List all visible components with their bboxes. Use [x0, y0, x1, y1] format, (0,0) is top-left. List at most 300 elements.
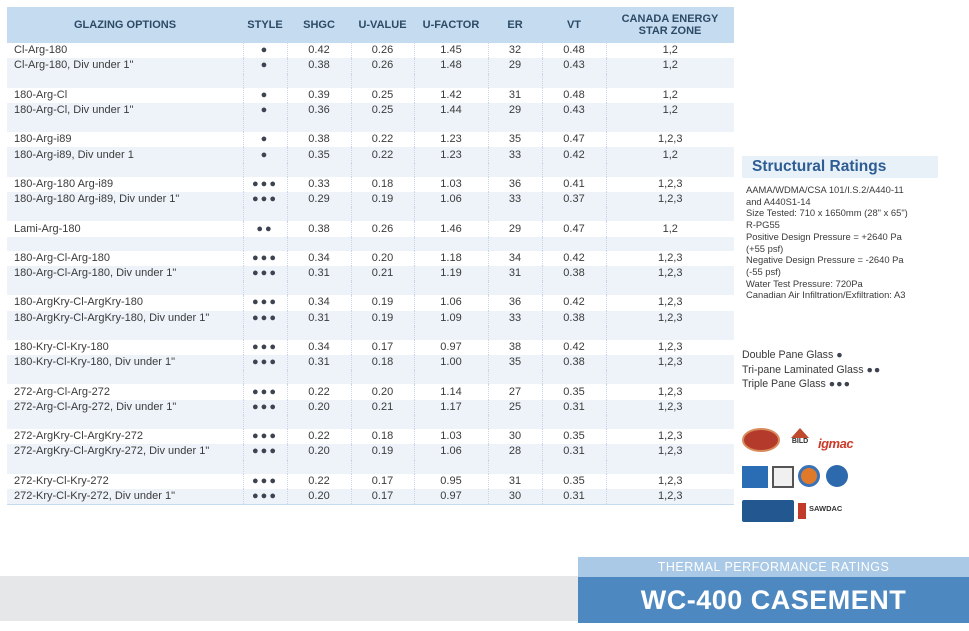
spacer-cell — [7, 415, 243, 429]
shgc-cell: 0.22 — [287, 429, 351, 444]
u-factor-cell: 1.44 — [414, 103, 488, 118]
u-factor-cell: 1.23 — [414, 147, 488, 162]
table-row — [7, 221, 734, 236]
zone-cell: 1,2,3 — [606, 295, 734, 310]
spacer-cell — [488, 281, 542, 295]
zone-cell: 1,2 — [606, 147, 734, 162]
vt-cell: 0.35 — [542, 384, 606, 399]
shgc-cell: 0.42 — [287, 43, 351, 58]
footer-subtitle: THERMAL PERFORMANCE RATINGS — [578, 557, 969, 577]
spacer-cell — [414, 237, 488, 251]
spacer-cell — [243, 118, 287, 132]
vt-cell: 0.31 — [542, 489, 606, 505]
glazing-name-cell: 180-Arg-Cl — [14, 88, 68, 101]
zone-cell: 1,2 — [606, 103, 734, 118]
spacer-cell — [243, 163, 287, 177]
zone-cell: 1,2,3 — [606, 192, 734, 207]
style-cell: ●●● — [243, 295, 287, 310]
group-spacer-row — [7, 281, 734, 295]
zone-cell: 1,2,3 — [606, 355, 734, 370]
vt-cell: 0.48 — [542, 88, 606, 103]
spacer-cell — [488, 118, 542, 132]
spacer-cell — [7, 163, 243, 177]
sawdac-logo — [798, 500, 844, 522]
structural-rating-line: Water Test Pressure: 720Pa — [746, 277, 863, 289]
structural-rating-line: Size Tested: 710 x 1650mm (28" x 65") — [746, 207, 908, 219]
spacer-cell — [606, 74, 734, 88]
vt-cell: 0.38 — [542, 355, 606, 370]
col-header-u-value: U-VALUE — [351, 7, 414, 43]
spacer-cell — [414, 326, 488, 340]
spacer-cell — [414, 207, 488, 221]
vt-cell: 0.41 — [542, 177, 606, 192]
spacer-cell — [243, 237, 287, 251]
table-row — [7, 251, 734, 266]
zone-cell: 1,2,3 — [606, 251, 734, 266]
shgc-cell: 0.38 — [287, 58, 351, 73]
u-factor-cell: 1.45 — [414, 43, 488, 58]
er-cell: 31 — [488, 474, 542, 489]
er-cell: 33 — [488, 311, 542, 326]
glazing-name-cell: 180-ArgKry-Cl-ArgKry-180, Div under 1" — [7, 311, 243, 326]
table-row — [7, 384, 734, 399]
spacer-cell — [243, 415, 287, 429]
u-value-cell: 0.18 — [351, 355, 414, 370]
er-cell: 30 — [488, 429, 542, 444]
glazing-name-cell: 180-Kry-Cl-Kry-180, Div under 1" — [7, 355, 243, 370]
legend-item — [742, 377, 881, 392]
circular-badge-logo — [798, 465, 820, 487]
vt-cell: 0.42 — [542, 147, 606, 162]
u-value-cell: 0.19 — [351, 311, 414, 326]
er-cell: 33 — [488, 192, 542, 207]
spacer-cell — [414, 281, 488, 295]
style-cell: ●●● — [243, 311, 287, 326]
table-row — [7, 266, 734, 281]
spacer-cell — [488, 415, 542, 429]
spacer-cell — [414, 118, 488, 132]
style-cell: ●●● — [243, 444, 287, 459]
style-cell: ●●● — [243, 192, 287, 207]
style-cell: ●●● — [243, 177, 287, 192]
u-factor-cell: 1.23 — [414, 132, 488, 147]
vt-cell: 0.42 — [542, 340, 606, 355]
spacer-cell — [351, 118, 414, 132]
shgc-cell: 0.36 — [287, 103, 351, 118]
zone-cell: 1,2,3 — [606, 132, 734, 147]
window-association-logo — [742, 500, 794, 522]
glazing-name-cell: Lami-Arg-180 — [14, 222, 81, 235]
spacer-cell — [542, 326, 606, 340]
table-row — [7, 177, 734, 192]
zone-cell: 1,2,3 — [606, 311, 734, 326]
u-factor-cell: 0.97 — [414, 489, 488, 505]
spacer-cell — [606, 415, 734, 429]
zone-cell: 1,2 — [606, 88, 734, 103]
sawdac-logo-text: SAWDAC — [809, 504, 843, 513]
er-cell: 35 — [488, 355, 542, 370]
vt-cell: 0.48 — [542, 43, 606, 58]
zone-cell: 1,2,3 — [606, 177, 734, 192]
vt-cell: 0.43 — [542, 103, 606, 118]
glazing-name-cell: 180-Arg-Cl, Div under 1" — [7, 103, 243, 118]
table-row — [7, 132, 734, 147]
spacer-cell — [243, 281, 287, 295]
vt-cell: 0.38 — [542, 311, 606, 326]
structural-rating-line: R-PG55 — [746, 219, 780, 231]
er-cell: 27 — [488, 384, 542, 399]
glazing-name-cell: 180-Arg-i89, Div under 1 — [7, 147, 243, 162]
glazing-name-cell: 272-ArgKry-Cl-ArgKry-272 — [14, 430, 143, 443]
spacer-cell — [606, 118, 734, 132]
er-cell: 38 — [488, 340, 542, 355]
u-factor-cell: 1.06 — [414, 192, 488, 207]
style-cell: ●●● — [243, 474, 287, 489]
shgc-cell: 0.39 — [287, 88, 351, 103]
spacer-cell — [542, 74, 606, 88]
table-row — [7, 489, 734, 505]
style-cell: ● — [243, 132, 287, 147]
csa-logo — [826, 465, 848, 487]
spacer-cell — [488, 163, 542, 177]
spacer-cell — [7, 281, 243, 295]
u-value-cell: 0.17 — [351, 474, 414, 489]
zone-cell: 1,2,3 — [606, 266, 734, 281]
vt-cell: 0.31 — [542, 400, 606, 415]
group-spacer-row — [7, 415, 734, 429]
table-row — [7, 400, 734, 415]
spacer-cell — [243, 370, 287, 384]
glass-type-legend — [742, 348, 881, 392]
glazing-name-cell: 272-Arg-Cl-Arg-272, Div under 1" — [7, 400, 243, 415]
bild-logo — [788, 428, 812, 454]
u-value-cell: 0.20 — [351, 251, 414, 266]
table-row — [7, 355, 734, 370]
structural-rating-line: Positive Design Pressure = +2640 Pa — [746, 230, 902, 242]
u-value-cell: 0.19 — [351, 295, 414, 310]
shgc-cell: 0.33 — [287, 177, 351, 192]
table-row — [7, 43, 734, 58]
structural-ratings-text — [746, 184, 968, 301]
u-value-cell: 0.18 — [351, 429, 414, 444]
vt-cell: 0.31 — [542, 444, 606, 459]
col-header-vt: VT — [542, 7, 606, 43]
vt-cell: 0.43 — [542, 58, 606, 73]
spacer-cell — [351, 326, 414, 340]
u-factor-cell: 1.06 — [414, 295, 488, 310]
shgc-cell: 0.29 — [287, 192, 351, 207]
spacer-cell — [606, 207, 734, 221]
group-spacer-row — [7, 163, 734, 177]
spacer-cell — [414, 370, 488, 384]
spacer-cell — [287, 163, 351, 177]
er-cell: 28 — [488, 444, 542, 459]
spacer-cell — [606, 326, 734, 340]
zone-cell: 1,2,3 — [606, 340, 734, 355]
style-cell: ●●● — [243, 340, 287, 355]
u-factor-cell: 1.00 — [414, 355, 488, 370]
group-spacer-row — [7, 326, 734, 340]
spacer-cell — [243, 460, 287, 474]
u-factor-cell: 1.42 — [414, 88, 488, 103]
spacer-cell — [542, 370, 606, 384]
er-cell: 36 — [488, 295, 542, 310]
u-factor-cell: 0.97 — [414, 340, 488, 355]
pane-dots-icon: ●●● — [828, 378, 851, 390]
col-header-shgc: SHGC — [287, 7, 351, 43]
table-row — [7, 192, 734, 207]
col-header-u-factor: U-FACTOR — [414, 7, 488, 43]
legend-label: Double Pane Glass — [742, 349, 834, 361]
spacer-cell — [542, 281, 606, 295]
shgc-cell: 0.20 — [287, 489, 351, 505]
spacer-cell — [606, 281, 734, 295]
table-header-row — [7, 7, 734, 43]
shgc-cell: 0.34 — [287, 295, 351, 310]
spacer-cell — [488, 74, 542, 88]
legend-item — [742, 363, 881, 378]
sawdac-mark-icon — [798, 503, 806, 519]
style-cell: ●●● — [243, 355, 287, 370]
legend-label: Triple Pane Glass — [742, 378, 826, 390]
zone-cell: 1,2 — [606, 221, 734, 236]
spacer-cell — [287, 118, 351, 132]
glazing-options-table — [7, 7, 734, 505]
energy-star-logo — [742, 466, 768, 488]
table-row — [7, 444, 734, 459]
spacer-cell — [542, 118, 606, 132]
zone-cell: 1,2 — [606, 58, 734, 73]
zone-cell: 1,2,3 — [606, 384, 734, 399]
glazing-name-cell: 180-ArgKry-Cl-ArgKry-180 — [14, 296, 143, 309]
glazing-name-cell: 180-Arg-Cl-Arg-180, Div under 1" — [7, 266, 243, 281]
er-cell: 33 — [488, 147, 542, 162]
col-header-glazing-options: GLAZING OPTIONS — [7, 7, 243, 43]
shgc-cell: 0.31 — [287, 266, 351, 281]
spacer-cell — [606, 460, 734, 474]
glazing-name-cell: 180-Arg-i89 — [14, 133, 72, 146]
table-row — [7, 147, 734, 162]
group-spacer-row — [7, 207, 734, 221]
spacer-cell — [7, 207, 243, 221]
structural-rating-line: and A440S1-14 — [746, 195, 811, 207]
u-factor-cell: 1.48 — [414, 58, 488, 73]
u-value-cell: 0.20 — [351, 384, 414, 399]
u-factor-cell: 1.03 — [414, 429, 488, 444]
spacer-cell — [243, 207, 287, 221]
zone-cell: 1,2,3 — [606, 400, 734, 415]
zone-cell: 1,2,3 — [606, 489, 734, 505]
spacer-cell — [488, 460, 542, 474]
er-cell: 32 — [488, 43, 542, 58]
shgc-cell: 0.35 — [287, 147, 351, 162]
spacer-cell — [488, 207, 542, 221]
shgc-cell: 0.20 — [287, 400, 351, 415]
spacer-cell — [7, 326, 243, 340]
shgc-cell: 0.20 — [287, 444, 351, 459]
table-row — [7, 103, 734, 118]
spacer-cell — [351, 163, 414, 177]
shgc-cell: 0.34 — [287, 251, 351, 266]
u-value-cell: 0.22 — [351, 147, 414, 162]
er-cell: 34 — [488, 251, 542, 266]
spacer-cell — [287, 281, 351, 295]
glazing-name-cell: Cl-Arg-180 — [14, 44, 68, 57]
spacer-cell — [7, 237, 243, 251]
vt-cell: 0.42 — [542, 251, 606, 266]
spacer-cell — [7, 74, 243, 88]
er-cell: 29 — [488, 58, 542, 73]
shgc-cell: 0.22 — [287, 384, 351, 399]
spacer-cell — [542, 415, 606, 429]
u-factor-cell: 1.06 — [414, 444, 488, 459]
spacer-cell — [351, 207, 414, 221]
spacer-cell — [488, 237, 542, 251]
glazing-name-cell: 272-Kry-Cl-Kry-272 — [14, 474, 109, 487]
spacer-cell — [351, 281, 414, 295]
vt-cell: 0.37 — [542, 192, 606, 207]
shgc-cell: 0.38 — [287, 132, 351, 147]
spacer-cell — [606, 370, 734, 384]
spacer-cell — [287, 74, 351, 88]
spacer-cell — [287, 460, 351, 474]
style-cell: ●●● — [243, 384, 287, 399]
table-row — [7, 340, 734, 355]
group-spacer-row — [7, 237, 734, 251]
spacer-cell — [243, 326, 287, 340]
spacer-cell — [351, 74, 414, 88]
spacer-cell — [542, 163, 606, 177]
shgc-cell: 0.34 — [287, 340, 351, 355]
vt-cell: 0.42 — [542, 295, 606, 310]
spacer-cell — [542, 237, 606, 251]
glazing-name-cell: 180-Kry-Cl-Kry-180 — [14, 341, 109, 353]
u-value-cell: 0.25 — [351, 103, 414, 118]
bild-logo-text: BILD — [791, 438, 809, 445]
spacer-cell — [351, 370, 414, 384]
zone-cell: 1,2,3 — [606, 444, 734, 459]
spacer-cell — [7, 370, 243, 384]
shgc-cell: 0.31 — [287, 311, 351, 326]
er-cell: 29 — [488, 221, 542, 236]
pane-dots-icon: ● — [836, 349, 844, 361]
spacer-cell — [414, 460, 488, 474]
shgc-cell: 0.31 — [287, 355, 351, 370]
u-value-cell: 0.26 — [351, 58, 414, 73]
table-row — [7, 295, 734, 310]
zone-cell: 1,2 — [606, 43, 734, 58]
er-cell: 31 — [488, 88, 542, 103]
spacer-cell — [7, 460, 243, 474]
u-factor-cell: 1.03 — [414, 177, 488, 192]
structural-ratings-title: Structural Ratings — [742, 156, 938, 178]
u-value-cell: 0.19 — [351, 192, 414, 207]
u-value-cell: 0.26 — [351, 43, 414, 58]
col-header-style: STYLE — [243, 7, 287, 43]
legend-label: Tri-pane Laminated Glass — [742, 363, 864, 376]
spacer-cell — [488, 326, 542, 340]
u-value-cell: 0.17 — [351, 489, 414, 505]
structural-rating-line: AAMA/WDMA/CSA 101/I.S.2/A440-11 — [746, 184, 904, 195]
u-value-cell: 0.18 — [351, 177, 414, 192]
style-cell: ●●● — [243, 489, 287, 505]
col-header-er: ER — [488, 7, 542, 43]
u-factor-cell: 1.17 — [414, 400, 488, 415]
er-cell: 29 — [488, 103, 542, 118]
shgc-cell: 0.22 — [287, 474, 351, 489]
shgc-cell: 0.38 — [287, 221, 351, 236]
style-cell: ● — [243, 103, 287, 118]
table-row — [7, 474, 734, 489]
u-factor-cell: 1.09 — [414, 311, 488, 326]
vt-cell: 0.47 — [542, 221, 606, 236]
style-cell: ●●● — [243, 400, 287, 415]
group-spacer-row — [7, 74, 734, 88]
u-value-cell: 0.19 — [351, 444, 414, 459]
pane-dots-icon: ●● — [866, 363, 882, 376]
structural-rating-line: (+55 psf) — [746, 242, 784, 254]
structural-rating-line: Negative Design Pressure = -2640 Pa — [746, 254, 904, 266]
spacer-cell — [414, 415, 488, 429]
spacer-cell — [414, 74, 488, 88]
legend-item — [742, 348, 881, 363]
u-value-cell: 0.21 — [351, 266, 414, 281]
bild-roof-icon — [791, 428, 809, 438]
spacer-cell — [351, 415, 414, 429]
spacer-cell — [542, 460, 606, 474]
spacer-cell — [287, 237, 351, 251]
glazing-name-cell: 180-Arg-180 Arg-i89 — [14, 177, 114, 190]
vt-cell: 0.35 — [542, 429, 606, 444]
zone-cell: 1,2,3 — [606, 429, 734, 444]
glazing-name-cell: 272-Arg-Cl-Arg-272 — [14, 385, 110, 398]
style-cell: ● — [243, 43, 287, 58]
structural-rating-line: Canadian Air Infiltration/Exfiltration: A3 — [746, 289, 906, 301]
spacer-cell — [243, 74, 287, 88]
style-cell: ● — [243, 147, 287, 162]
spacer-cell — [287, 370, 351, 384]
spacer-cell — [287, 207, 351, 221]
spacer-cell — [351, 237, 414, 251]
style-cell: ●● — [243, 221, 287, 236]
group-spacer-row — [7, 370, 734, 384]
glazing-name-cell: 180-Arg-Cl-Arg-180 — [14, 251, 110, 264]
table-row — [7, 311, 734, 326]
er-cell: 35 — [488, 132, 542, 147]
u-factor-cell: 0.95 — [414, 474, 488, 489]
u-value-cell: 0.17 — [351, 340, 414, 355]
u-value-cell: 0.26 — [351, 221, 414, 236]
spacer-cell — [287, 326, 351, 340]
u-factor-cell: 1.18 — [414, 251, 488, 266]
style-cell: ●●● — [243, 266, 287, 281]
glazing-name-cell: 272-Kry-Cl-Kry-272, Div under 1" — [7, 489, 243, 505]
spacer-cell — [606, 237, 734, 251]
group-spacer-row — [7, 118, 734, 132]
u-factor-cell: 1.14 — [414, 384, 488, 399]
style-cell: ● — [243, 58, 287, 73]
table-row — [7, 88, 734, 103]
table-row — [7, 58, 734, 73]
vt-cell: 0.38 — [542, 266, 606, 281]
footer-product-title: WC-400 CASEMENT — [578, 577, 969, 623]
er-cell: 31 — [488, 266, 542, 281]
style-cell: ●●● — [243, 429, 287, 444]
glazing-table-container — [7, 7, 734, 505]
spacer-cell — [287, 415, 351, 429]
u-factor-cell: 1.46 — [414, 221, 488, 236]
er-cell: 30 — [488, 489, 542, 505]
